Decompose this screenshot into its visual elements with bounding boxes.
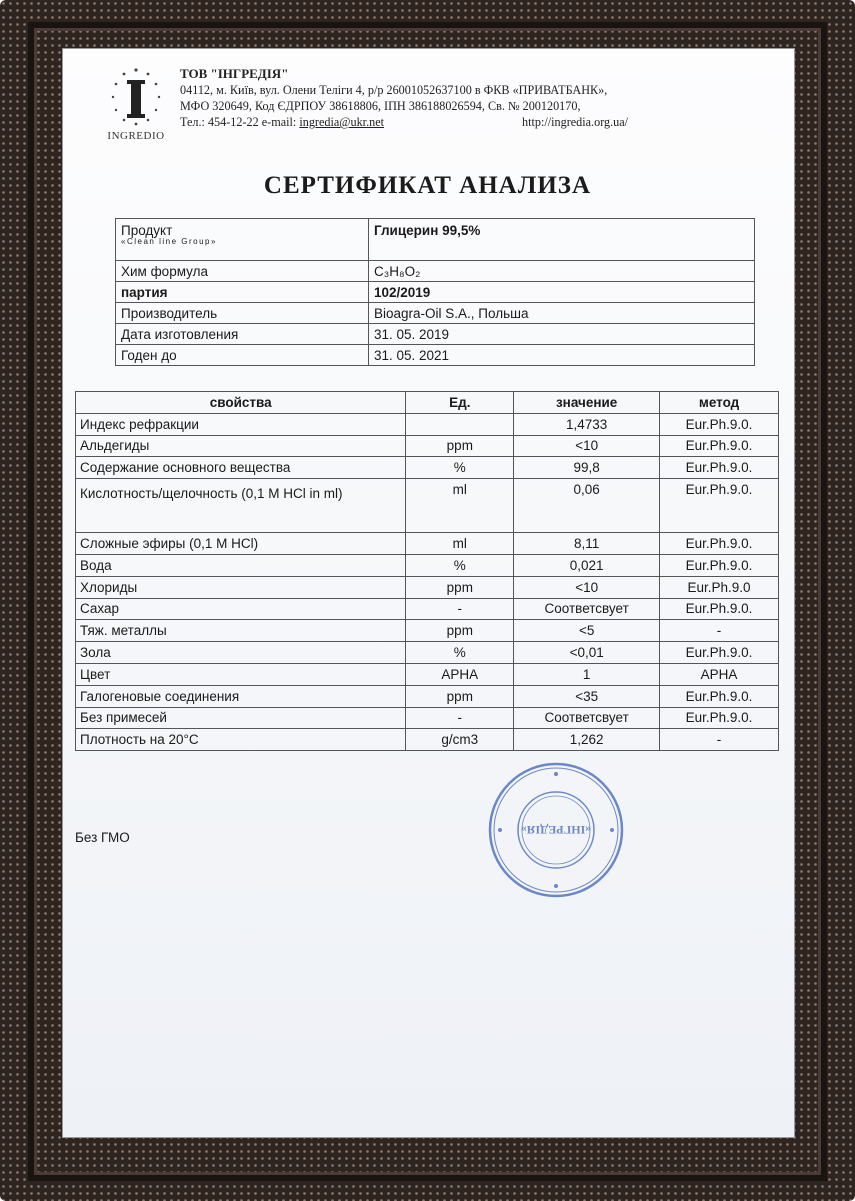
table-row — [76, 642, 779, 664]
property-name: Содержание основного вещества — [76, 457, 406, 479]
property-unit: - — [406, 598, 514, 620]
property-method: Eur.Ph.9.0. — [660, 533, 779, 555]
manufacture-date-value: 31. 05. 2019 — [369, 324, 755, 345]
product-row — [116, 219, 755, 261]
product-label-cell — [116, 219, 369, 261]
manufacturer-value: Bioagra-Oil S.A., Польша — [369, 303, 755, 324]
table-row — [76, 729, 779, 751]
manufacturer-row — [116, 303, 755, 324]
header-method: метод — [660, 392, 779, 414]
expiry-value: 31. 05. 2021 — [369, 345, 755, 366]
property-value: 99,8 — [514, 457, 660, 479]
property-value: Соответсвует — [514, 598, 660, 620]
table-row — [76, 685, 779, 707]
product-value: Глицерин 99,5% — [369, 219, 755, 261]
company-email-link[interactable]: ingredia@ukr.net — [299, 115, 385, 129]
property-value: <35 — [514, 685, 660, 707]
property-method: Eur.Ph.9.0. — [660, 707, 779, 729]
property-value: <0,01 — [514, 642, 660, 664]
property-method: Eur.Ph.9.0. — [660, 598, 779, 620]
document-title: СЕРТИФИКАТ АНАЛИЗА — [263, 172, 592, 199]
property-value: <5 — [514, 620, 660, 642]
property-unit: ppm — [406, 435, 514, 457]
manufacture-date-label: Дата изготовления — [116, 324, 369, 345]
property-name: Кислотность/щелочность (0,1 М HCl in ml) — [76, 479, 406, 533]
header-unit: Ед. — [406, 392, 514, 414]
property-method: Eur.Ph.9.0 — [660, 576, 779, 598]
formula-row — [116, 261, 755, 282]
svg-text:«ІНГРЕДІЯ»: «ІНГРЕДІЯ» — [520, 823, 592, 837]
property-name: Сахар — [76, 598, 406, 620]
table-row — [76, 663, 779, 685]
property-name: Хлориды — [76, 576, 406, 598]
property-method: Eur.Ph.9.0. — [660, 413, 779, 435]
property-value: <10 — [514, 435, 660, 457]
batch-value: 102/2019 — [369, 282, 755, 303]
property-method: - — [660, 620, 779, 642]
property-unit: % — [406, 554, 514, 576]
property-method: - — [660, 729, 779, 751]
properties-header-row — [76, 392, 779, 414]
property-unit: APHA — [406, 663, 514, 685]
property-name: Зола — [76, 642, 406, 664]
property-name: Цвет — [76, 663, 406, 685]
table-row — [76, 554, 779, 576]
property-unit: ppm — [406, 685, 514, 707]
product-label: Продукт — [121, 223, 173, 238]
table-row — [76, 576, 779, 598]
manufacture-date-row — [116, 324, 755, 345]
property-name: Без примесей — [76, 707, 406, 729]
product-info-table — [115, 218, 755, 366]
property-method: Eur.Ph.9.0. — [660, 554, 779, 576]
property-method: Eur.Ph.9.0. — [660, 685, 779, 707]
table-row — [76, 707, 779, 729]
header-property: свойства — [76, 392, 406, 414]
property-unit: % — [406, 457, 514, 479]
property-name: Тяж. металлы — [76, 620, 406, 642]
property-name: Альдегиды — [76, 435, 406, 457]
gmo-free-note: Без ГМО — [75, 830, 130, 845]
property-name: Сложные эфиры (0,1 М HCl) — [76, 533, 406, 555]
property-value: 1,262 — [514, 729, 660, 751]
property-unit: ml — [406, 533, 514, 555]
table-row — [76, 435, 779, 457]
formula-value: C₃H₈O₂ — [369, 261, 755, 282]
property-value: <10 — [514, 576, 660, 598]
property-unit: - — [406, 707, 514, 729]
property-name: Индекс рефракции — [76, 413, 406, 435]
table-row — [76, 598, 779, 620]
formula-label: Хим формула — [116, 261, 369, 282]
property-name: Галогеновые соединения — [76, 685, 406, 707]
property-unit: % — [406, 642, 514, 664]
property-value: 1 — [514, 663, 660, 685]
property-unit: ppm — [406, 620, 514, 642]
table-row — [76, 413, 779, 435]
company-stamp-icon — [486, 760, 626, 900]
property-value: 0,06 — [514, 479, 660, 533]
expiry-label: Годен до — [116, 345, 369, 366]
properties-table — [75, 391, 779, 751]
property-method: Eur.Ph.9.0. — [660, 642, 779, 664]
batch-label: партия — [116, 282, 369, 303]
company-letterhead — [180, 66, 740, 130]
property-method: Eur.Ph.9.0. — [660, 457, 779, 479]
property-name: Плотность на 20°C — [76, 729, 406, 751]
company-name: ТОВ "ІНГРЕДІЯ" — [180, 66, 289, 81]
company-phone: Тел.: 454-12-22 e-mail: — [180, 115, 297, 129]
expiry-row — [116, 345, 755, 366]
property-unit: ml — [406, 479, 514, 533]
property-unit: ppm — [406, 576, 514, 598]
property-value: 8,11 — [514, 533, 660, 555]
manufacturer-label: Производитель — [116, 303, 369, 324]
batch-row — [116, 282, 755, 303]
property-value: Соответсвует — [514, 707, 660, 729]
company-address: 04112, м. Київ, вул. Олени Теліги 4, р/р 26001052637100 в ФКВ «ПРИВАТБАНК», — [180, 83, 608, 97]
property-method: APHA — [660, 663, 779, 685]
company-website-link[interactable]: http://ingredia.org.ua/ — [522, 115, 629, 129]
table-row — [76, 457, 779, 479]
property-unit: g/cm3 — [406, 729, 514, 751]
property-value: 1,4733 — [514, 413, 660, 435]
logo-wordmark: INGREDIO — [107, 130, 165, 142]
property-unit — [406, 413, 514, 435]
product-sublabel: «Clean line Group» — [121, 237, 217, 246]
property-method: Eur.Ph.9.0. — [660, 479, 779, 533]
property-name: Вода — [76, 554, 406, 576]
company-codes: МФО 320649, Код ЄДРПОУ 38618806, ІПН 386188026594, Св. № 200120170, — [180, 99, 581, 113]
table-row — [76, 620, 779, 642]
property-value: 0,021 — [514, 554, 660, 576]
header-value: значение — [514, 392, 660, 414]
table-row — [76, 479, 779, 533]
property-method: Eur.Ph.9.0. — [660, 435, 779, 457]
table-row — [76, 533, 779, 555]
